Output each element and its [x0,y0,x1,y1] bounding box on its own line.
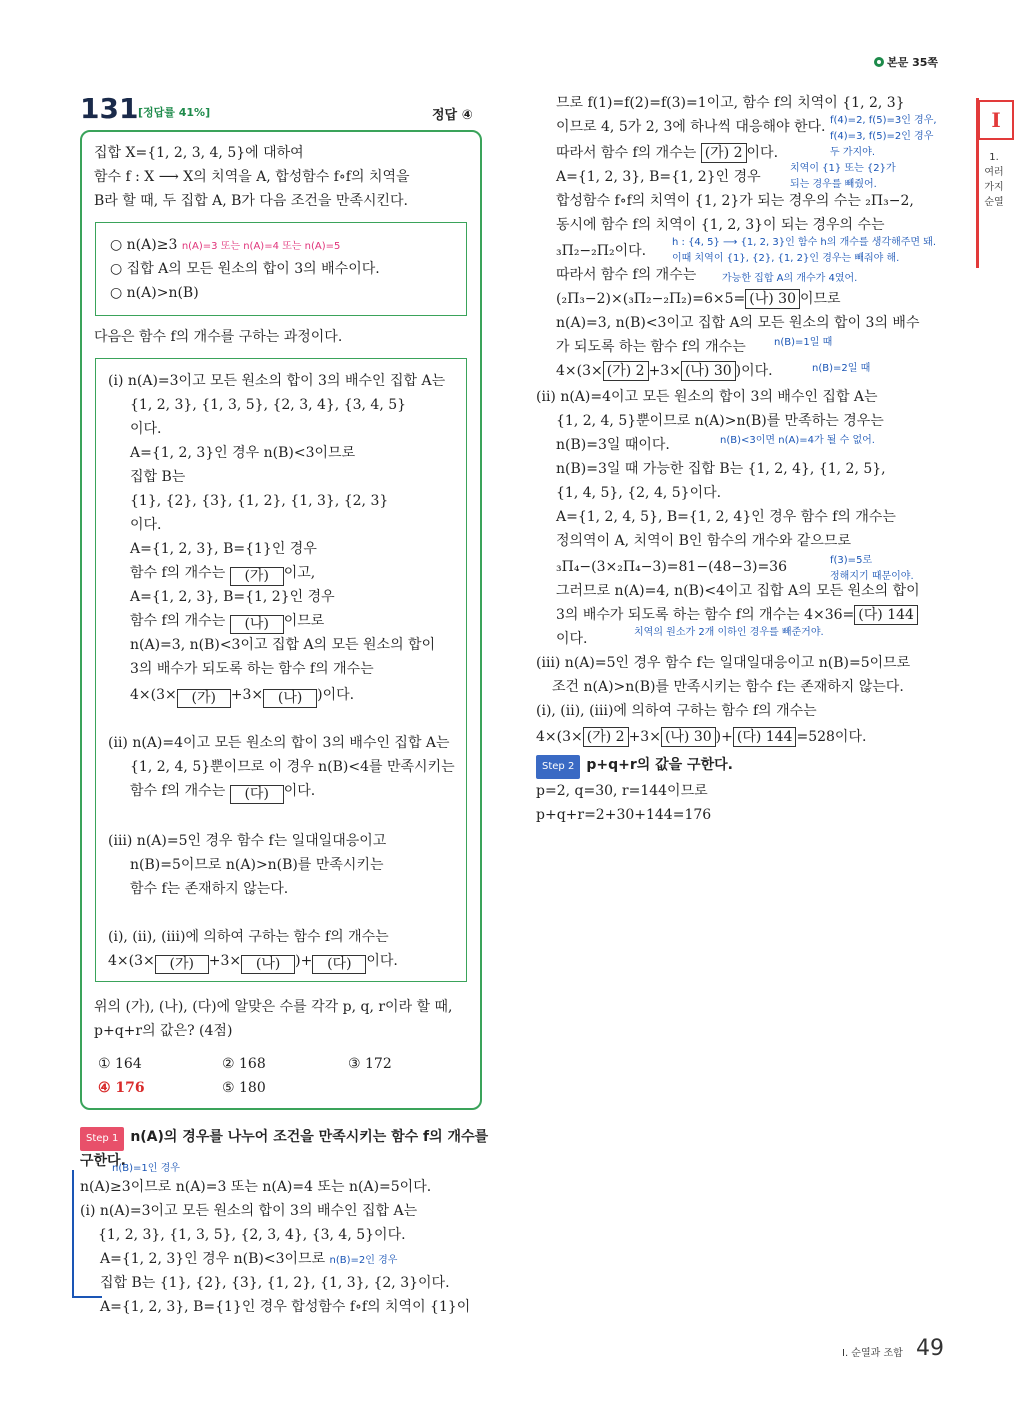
solution-line: {1, 2, 4, 5}뿐이므로 n(A)>n(B)를 만족하는 경우는 [556,413,884,429]
note: n(B)=2인 경우 [329,1255,398,1266]
process-line: A={1, 2, 3}, B={1, 2}인 경우 [130,589,335,605]
process-line: n(B)=5이므로 n(A)>n(B)를 만족시키는 [130,857,384,873]
process-line: A={1, 2, 3}, B={1}인 경우 [130,541,317,557]
solution-line: (ⅰ) n(A)=3이고 모든 원소의 합이 3의 배수인 집합 A는 [80,1203,418,1219]
solution-line: {1, 4, 5}, {2, 4, 5}이다. [556,485,722,501]
solution-line: 가 되도록 하는 함수 f의 개수는 [556,339,746,355]
question: p+q+r의 값은? (4점) [94,1023,233,1039]
choice-3[interactable]: ③ 172 [348,1056,392,1072]
process-line: A={1, 2, 3}인 경우 n(B)<3이므로 [130,445,356,461]
solution-line: 동시에 함수 f의 치역이 {1, 2, 3}이 되는 경우의 수는 [556,217,885,233]
intro-line: B라 할 때, 두 집합 A, B가 다음 조건을 만족시킨다. [94,193,408,209]
solution-line: ₃Π₂−₂Π₂이다. [556,243,647,259]
solution-line: (ⅲ) n(A)=5인 경우 함수 f는 일대일대응이고 n(B)=5이므로 [536,655,911,671]
note: n(B)<3이면 n(A)=4가 될 수 없어. [720,435,875,446]
choice-2[interactable]: ② 168 [222,1056,266,1072]
filled-na: (나) 30 [681,361,736,381]
solution-line: (₂Π₃−2)×(₃Π₂−₂Π₂)=6×5= (나) 30 이므로 [556,291,841,307]
intro-line: 함수 f : X ⟶ X의 치역을 A, 합성함수 f∘f의 치역을 [94,169,410,185]
solution-line: {1, 2, 3}, {1, 3, 5}, {2, 3, 4}, {3, 4, 5}이다. [98,1227,406,1243]
blank-na: (나) [230,615,284,634]
solution-line: A={1, 2, 3}, B={1, 2}인 경우 [556,169,761,185]
solution-line: A={1, 2, 3}, B={1}인 경우 합성함수 f∘f의 치역이 {1}이 [100,1299,471,1315]
process-line: (ⅰ), (ⅱ), (ⅲ)에 의하여 구하는 함수 f의 개수는 [108,929,389,945]
solution-line: 합성함수 f∘f의 치역이 {1, 2}가 되는 경우의 수는 ₂Π₃−2, [556,193,914,209]
note: n(B)=1인 경우 [112,1163,180,1174]
condition: ○ n(A)>n(B) [110,285,199,301]
question: 위의 (가), (나), (다)에 알맞은 수를 각각 p, q, r이라 할 때, [94,999,453,1015]
note: n(B)=1일 때 [774,337,833,348]
choice-5[interactable]: ⑤ 180 [222,1080,266,1096]
blank-ga: (가) [177,689,231,708]
process-line: 집합 B는 [130,469,186,485]
process-line: (ⅰ) n(A)=3이고 모든 원소의 합이 3의 배수인 집합 A는 [108,373,446,389]
process-intro: 다음은 함수 f의 개수를 구하는 과정이다. [94,329,343,345]
process-line: 함수 f는 존재하지 않는다. [130,881,289,897]
footer-section: Ⅰ. 순열과 조합 [842,1348,903,1359]
solution-line: 4×(3× (가) 2 +3× (나) 30 )이다. [556,363,773,379]
note: 두 가지야. [830,147,875,158]
blank-da: (다) [230,785,284,804]
solution-line: ₃Π₄−(3×₂Π₄−3)=81−(48−3)=36 [556,559,787,575]
filled-ga: (가) 2 [701,143,747,163]
note: f(4)=3, f(5)=2인 경우 [830,131,934,142]
process-line: 이다. [130,421,162,437]
bracket-line [72,1296,102,1298]
blank-ga: (가) [230,567,284,586]
solution-line: 3의 배수가 되도록 하는 함수 f의 개수는 4×36= (다) 144 [556,604,918,626]
final-line: p=2, q=30, r=144이므로 [536,783,708,799]
choice-4-selected[interactable]: ④ 176 [98,1080,145,1096]
process-line: 4×(3× (가) +3× (나) )+ (다) 이다. [108,953,398,972]
note: 가능한 집합 A의 개수가 4였어. [722,273,858,284]
solution-line: 므로 f(1)=f(2)=f(3)=1이고, 함수 f의 치역이 {1, 2, 3} [556,95,905,111]
filled-da: (다) 144 [733,727,797,747]
chapter-roman: Ⅰ [978,100,1014,140]
filled-da: (다) 144 [854,605,918,625]
solution-line: 4×(3× (가) 2 +3× (나) 30 )+ (다) 144 =528이다. [536,729,867,745]
process-line: (ⅱ) n(A)=4이고 모든 원소의 합이 3의 배수인 집합 A는 [108,735,450,751]
process-line: {1, 2, 4, 5}뿐이므로 이 경우 n(B)<4를 만족시키는 [130,759,455,775]
intro-line: 집합 X={1, 2, 3, 4, 5}에 대하여 [94,145,304,161]
note: 정해지기 때문이야. [830,571,914,582]
filled-ga: (가) 2 [583,727,629,747]
solution-line: n(A)≥3이므로 n(A)=3 또는 n(A)=4 또는 n(A)=5이다. [80,1179,432,1195]
process-line: {1, 2, 3}, {1, 3, 5}, {2, 3, 4}, {3, 4, 5} [130,397,407,413]
note: 치역이 {1} 또는 {2}가 [790,163,896,174]
solution-line: (ⅱ) n(A)=4이고 모든 원소의 합이 3의 배수인 집합 A는 [536,389,878,405]
circle-icon [874,57,884,67]
process-line: n(A)=3, n(B)<3이고 집합 A의 모든 원소의 합이 [130,637,436,653]
solution-line: 따라서 함수 f의 개수는 [556,267,697,283]
process-line: 3의 배수가 되도록 하는 함수 f의 개수는 [130,661,374,677]
solution-line: n(B)=3일 때 가능한 집합 B는 {1, 2, 4}, {1, 2, 5}, [556,461,886,477]
page-number: 49 [916,1336,944,1361]
note: 치역의 원소가 2개 이하인 경우를 빼준거야. [634,627,824,638]
solution-line: 집합 B는 {1}, {2}, {3}, {1, 2}, {1, 3}, {2, 3}이다. [100,1275,450,1291]
blank-ga: (가) [155,955,209,974]
reference-label: 본문 35쪽 [874,54,938,70]
solution-line: 이다. [556,631,588,647]
condition: ○ 집합 A의 모든 원소의 합이 3의 배수이다. [110,261,380,277]
step2-heading: Step 2 p+q+r의 값을 구한다. [536,754,733,779]
filled-na: (나) 30 [661,727,716,747]
solution-line: A={1, 2, 3}인 경우 n(B)<3이므로 n(B)=2인 경우 [100,1251,398,1267]
problem-number: 131 [80,92,139,125]
condition: ○ n(A)≥3 n(A)=3 또는 n(A)=4 또는 n(A)=5 [110,237,341,253]
solution-line: 따라서 함수 f의 개수는 (가) 2 이다. [556,145,779,161]
process-line: 함수 f의 개수는 (다) 이다. [130,783,316,802]
solution-line: A={1, 2, 4, 5}, B={1, 2, 4}인 경우 함수 f의 개수는 [556,509,896,525]
blank-da: (다) [312,955,366,974]
note: h : {4, 5} ⟶ {1, 2, 3}인 함수 h의 개수를 생각해주면 돼. [672,237,937,248]
note: n(B)=2일 때 [812,363,871,374]
process-line: 이다. [130,517,162,533]
solution-line: 정의역이 A, 치역이 B인 함수의 개수와 같으므로 [556,533,851,549]
solution-line: 그러므로 n(A)=4, n(B)<4이고 집합 A의 모든 원소의 합이 [556,583,920,599]
solution-line: n(B)=3일 때이다. [556,437,670,453]
process-line: {1}, {2}, {3}, {1, 2}, {1, 3}, {2, 3} [130,493,389,509]
filled-na: (나) 30 [745,289,800,309]
filled-ga: (가) 2 [603,361,649,381]
process-line: (ⅲ) n(A)=5인 경우 함수 f는 일대일대응이고 [108,833,387,849]
note: f(3)=5로 [830,555,873,566]
note: 이때 치역이 {1}, {2}, {1, 2}인 경우는 빼줘야 해. [672,253,900,264]
answer-label: 정답 ④ [432,108,473,123]
process-line: 함수 f의 개수는 (가) 이고, [130,565,316,584]
note: f(4)=2, f(5)=3인 경우, [830,115,937,126]
final-line: p+q+r=2+30+144=176 [536,807,712,823]
correct-rate: [정답률 41%] [138,106,211,119]
process-line: 4×(3× (가) +3× (나) )이다. [130,687,355,706]
condition-note: n(A)=3 또는 n(A)=4 또는 n(A)=5 [181,241,341,252]
choice-1[interactable]: ① 164 [98,1056,142,1072]
solution-line: (ⅰ), (ⅱ), (ⅲ)에 의하여 구하는 함수 f의 개수는 [536,703,817,719]
bracket-line [72,1170,74,1298]
solution-line: 이므로 4, 5가 2, 3에 하나씩 대응해야 한다. [556,119,826,135]
step1-heading-cont: 구한다. [80,1153,126,1169]
step1-heading: Step 1 n(A)의 경우를 나누어 조건을 만족시키는 함수 f의 개수를 [80,1126,488,1151]
blank-na: (나) [241,955,295,974]
note: 되는 경우를 빼줬어. [790,179,877,190]
solution-line: 조건 n(A)>n(B)를 만족시키는 함수 f는 존재하지 않는다. [552,679,904,695]
blank-na: (나) [263,689,317,708]
chapter-title: 1. 여러 가지 순열 [984,152,1004,208]
solution-line: n(A)=3, n(B)<3이고 집합 A의 모든 원소의 합이 3의 배수 [556,315,920,331]
process-line: 함수 f의 개수는 (나) 이므로 [130,613,325,632]
